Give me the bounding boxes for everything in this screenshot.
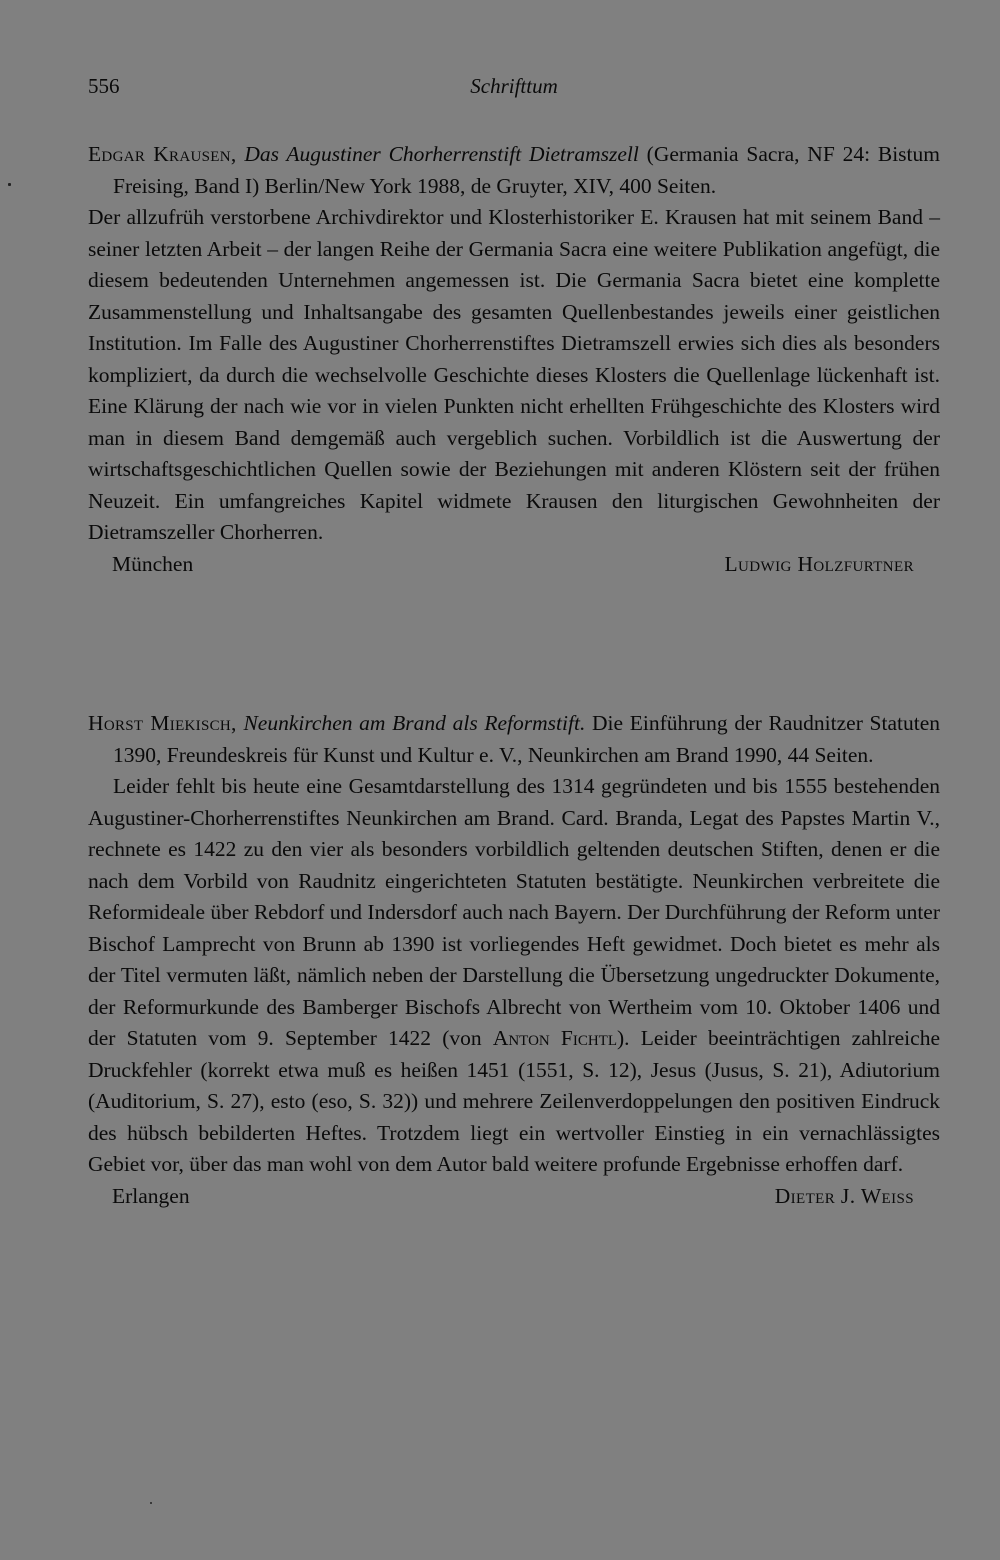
review-miekisch	[88, 708, 940, 1213]
review-author: Horst Miekisch,	[88, 711, 237, 735]
review-citation-details: (Germania Sacra, NF 24: Bistum Freising, Band I) Berlin/New York 1988, de Gruyter, XIV, 400 Seiten.	[113, 142, 940, 198]
cited-person-name: Anton Fichtl	[492, 1026, 618, 1050]
review-citation	[88, 708, 940, 771]
review-signature	[88, 1181, 940, 1213]
review-book-title: Das Augustiner Chorherrenstift Dietramszell	[244, 142, 639, 166]
review-book-title: Neunkirchen am Brand als Reformstift.	[243, 711, 586, 735]
page-header	[88, 74, 940, 104]
page-number: 556	[88, 74, 120, 98]
reviewer-name: Dieter J. Weiss	[774, 1183, 914, 1208]
scan-speck	[8, 183, 11, 186]
review-place: München	[112, 551, 194, 576]
review-place: Erlangen	[112, 1183, 190, 1208]
review-body-text: ). Leider beeinträchtigen zahlreiche Druckfehler (korrekt etwa muß es heißen 1451 (1551, S. 12), Jesus (Jusus, S. 21), Adiutorium (Auditorium, S. 27), esto (eso, S. 32)) und mehrere Zeilenverdoppelungen den positiven Eindruck des hübsch bebilderten Heftes. Trotzdem liegt ein wertvoller Einstieg in ein vernachlässigtes Gebiet vor, über das man wohl von dem Autor bald weitere profunde Ergebnisse erhoffen darf.	[88, 1026, 940, 1176]
review-citation	[88, 139, 940, 202]
scan-speck	[150, 1502, 152, 1504]
reviewer-name: Ludwig Holzfurtner	[724, 551, 914, 576]
running-head: Schrifttum	[470, 74, 558, 98]
review-body-text: Leider fehlt bis heute eine Gesamtdarstellung des 1314 gegründeten und bis 1555 bestehenden Augustiner-Chorherrenstiftes Neunkirchen am Brand. Card. Branda, Legat des Papstes Martin V., rechnete es 1422 zu den vier als besonders vorbildlich geltenden deutschen Stiften, denen er die nach dem Vorbild von Raudnitz eingerichteten Statuten bestätigte. Neunkirchen verbreitete die Reformideale über Rebdorf und Indersdorf auch nach Bayern. Der Durchführung der Reform unter Bischof Lamprecht von Brunn ab 1390 ist vorliegendes Heft gewidmet. Doch bietet es mehr als der Titel vermuten läßt, nämlich neben der Darstellung die Übersetzung ungedruckter Dokumente, der Reformurkunde des Bamberger Bischofs Albrecht von Wertheim vom 10. Oktober 1406 und der Statuten vom 9. September 1422 (von	[88, 774, 940, 1050]
review-author: Edgar Krausen,	[88, 142, 237, 166]
review-body: Der allzufrüh verstorbene Archivdirektor und Klosterhistoriker E. Krausen hat mit seinem Band – seiner letzten Arbeit – der langen Reihe der Germania Sacra eine weitere Publikation angefügt, die diesem bedeutenden Unternehmen angemessen ist. Die Germania Sacra bietet eine komplette Zusammenstellung und Inhaltsangabe des gesamten Quellenbestandes jeweils einer geistlichen Institution. Im Falle des Augustiner Chorherrenstiftes Dietramszell erwies sich dies als besonders kompliziert, da durch die wechselvolle Geschichte dieses Klosters die Quellenlage lückenhaft ist. Eine Klärung der nach wie vor in vielen Punkten nicht erhellten Frühgeschichte des Klosters wird man in diesem Band demgemäß auch vergeblich suchen. Vorbildlich ist die Auswertung der wirtschaftsgeschichtlichen Quellen sowie der Beziehungen mit anderen Klöstern seit der frühen Neuzeit. Ein umfangreiches Kapitel widmete Krausen den liturgischen Gewohnheiten der Dietramszeller Chorherren.	[88, 205, 940, 544]
review-body	[88, 771, 940, 1181]
review-krausen	[88, 139, 940, 581]
review-citation-details: Die Einführung der Raudnitzer Statuten 1390, Freundeskreis für Kunst und Kultur e. V., Neunkirchen am Brand 1990, 44 Seiten.	[113, 711, 941, 767]
review-signature	[88, 549, 940, 581]
